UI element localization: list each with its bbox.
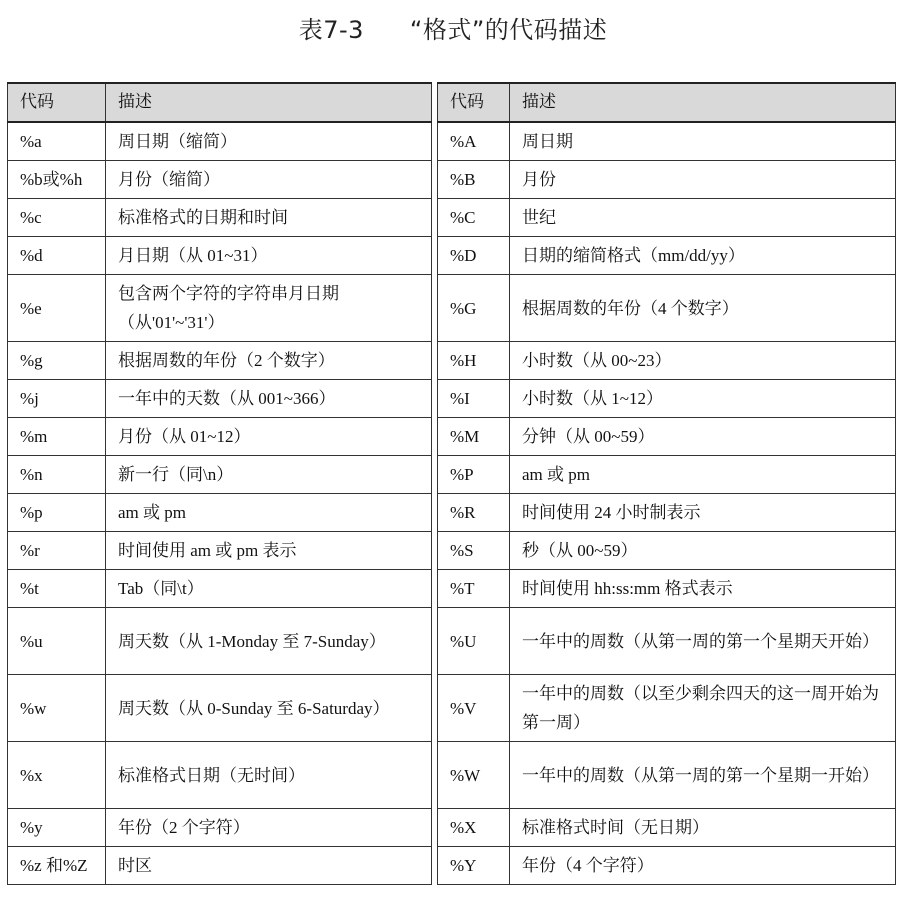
- code-cell: %M: [438, 418, 510, 456]
- desc-cell: 标准格式时间（无日期）: [510, 809, 896, 847]
- desc-cell: 周日期: [510, 122, 896, 161]
- desc-cell: Tab（同\t）: [106, 570, 432, 608]
- table-row: [8, 675, 896, 742]
- code-cell: %p: [8, 494, 106, 532]
- table-row: [8, 237, 896, 275]
- desc-cell: 月份（从 01~12）: [106, 418, 432, 456]
- format-code-table: [7, 82, 896, 885]
- desc-cell: 一年中的天数（从 001~366）: [106, 380, 432, 418]
- code-cell: %n: [8, 456, 106, 494]
- code-cell: %P: [438, 456, 510, 494]
- code-cell: %C: [438, 199, 510, 237]
- code-cell: %B: [438, 161, 510, 199]
- desc-cell: 年份（2 个字符）: [106, 809, 432, 847]
- desc-cell: 月份: [510, 161, 896, 199]
- code-cell: %D: [438, 237, 510, 275]
- code-cell: %j: [8, 380, 106, 418]
- header-desc: 描述: [106, 83, 432, 122]
- table-row: [8, 608, 896, 675]
- desc-cell: 月日期（从 01~31）: [106, 237, 432, 275]
- desc-cell: 一年中的周数（从第一周的第一个星期天开始）: [510, 608, 896, 675]
- code-cell: %A: [438, 122, 510, 161]
- code-cell: %S: [438, 532, 510, 570]
- table-row: [8, 161, 896, 199]
- code-cell: %g: [8, 342, 106, 380]
- code-cell: %w: [8, 675, 106, 742]
- table-row: [8, 418, 896, 456]
- table-row: [8, 275, 896, 342]
- desc-cell: 日期的缩简格式（mm/dd/yy）: [510, 237, 896, 275]
- desc-cell: 标准格式的日期和时间: [106, 199, 432, 237]
- table-row: [8, 342, 896, 380]
- table-body: [8, 122, 896, 885]
- table-row: [8, 532, 896, 570]
- table-row: [8, 809, 896, 847]
- header-code: 代码: [438, 83, 510, 122]
- desc-cell: 时间使用 am 或 pm 表示: [106, 532, 432, 570]
- table-row: [8, 122, 896, 161]
- header-row: [8, 83, 896, 122]
- table-caption: [0, 10, 906, 45]
- desc-cell: 标准格式日期（无时间）: [106, 742, 432, 809]
- desc-cell: 时区: [106, 847, 432, 885]
- code-cell: %d: [8, 237, 106, 275]
- desc-cell: 小时数（从 00~23）: [510, 342, 896, 380]
- desc-cell: 时间使用 hh:ss:mm 格式表示: [510, 570, 896, 608]
- code-cell: %X: [438, 809, 510, 847]
- desc-cell: 一年中的周数（从第一周的第一个星期一开始）: [510, 742, 896, 809]
- header-code: 代码: [8, 83, 106, 122]
- code-cell: %V: [438, 675, 510, 742]
- desc-cell: am 或 pm: [106, 494, 432, 532]
- code-cell: %H: [438, 342, 510, 380]
- code-cell: %z 和%Z: [8, 847, 106, 885]
- table-title: “格式”的代码描述: [409, 16, 608, 44]
- code-cell: %r: [8, 532, 106, 570]
- desc-cell: 包含两个字符的字符串月日期（从'01'~'31'）: [106, 275, 432, 342]
- table-row: [8, 847, 896, 885]
- desc-cell: 小时数（从 1~12）: [510, 380, 896, 418]
- code-cell: %Y: [438, 847, 510, 885]
- code-cell: %u: [8, 608, 106, 675]
- table-number: 表7-3: [298, 16, 364, 44]
- table-row: [8, 570, 896, 608]
- code-cell: %t: [8, 570, 106, 608]
- code-cell: %G: [438, 275, 510, 342]
- desc-cell: 月份（缩简）: [106, 161, 432, 199]
- code-cell: %c: [8, 199, 106, 237]
- desc-cell: 一年中的周数（以至少剩余四天的这一周开始为第一周）: [510, 675, 896, 742]
- desc-cell: 周天数（从 1-Monday 至 7-Sunday）: [106, 608, 432, 675]
- code-cell: %I: [438, 380, 510, 418]
- desc-cell: 根据周数的年份（4 个数字）: [510, 275, 896, 342]
- table-row: [8, 494, 896, 532]
- table-row: [8, 199, 896, 237]
- code-cell: %a: [8, 122, 106, 161]
- header-desc: 描述: [510, 83, 896, 122]
- table-row: [8, 742, 896, 809]
- desc-cell: 分钟（从 00~59）: [510, 418, 896, 456]
- desc-cell: 世纪: [510, 199, 896, 237]
- table-row: [8, 456, 896, 494]
- code-cell: %y: [8, 809, 106, 847]
- code-cell: %T: [438, 570, 510, 608]
- desc-cell: 秒（从 00~59）: [510, 532, 896, 570]
- desc-cell: 周天数（从 0-Sunday 至 6-Saturday）: [106, 675, 432, 742]
- code-cell: %x: [8, 742, 106, 809]
- desc-cell: 根据周数的年份（2 个数字）: [106, 342, 432, 380]
- desc-cell: 年份（4 个字符）: [510, 847, 896, 885]
- code-cell: %b或%h: [8, 161, 106, 199]
- desc-cell: am 或 pm: [510, 456, 896, 494]
- code-cell: %W: [438, 742, 510, 809]
- code-cell: %R: [438, 494, 510, 532]
- desc-cell: 新一行（同\n）: [106, 456, 432, 494]
- desc-cell: 时间使用 24 小时制表示: [510, 494, 896, 532]
- table-row: [8, 380, 896, 418]
- desc-cell: 周日期（缩简）: [106, 122, 432, 161]
- code-cell: %U: [438, 608, 510, 675]
- code-cell: %m: [8, 418, 106, 456]
- code-cell: %e: [8, 275, 106, 342]
